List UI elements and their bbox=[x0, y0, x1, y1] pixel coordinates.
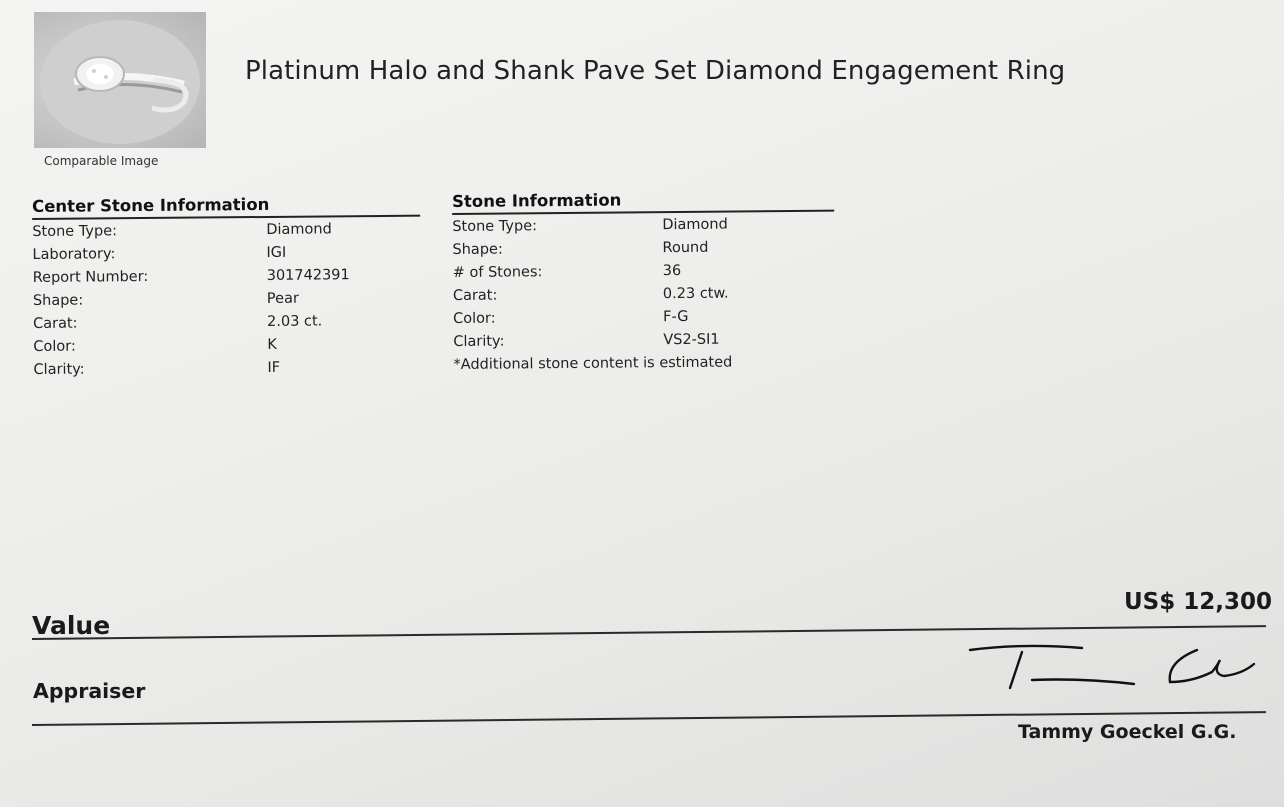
field-value: IF bbox=[267, 359, 281, 376]
field-value: Round bbox=[662, 239, 709, 257]
value-label: Value bbox=[32, 611, 111, 640]
field-label: Clarity: bbox=[33, 361, 85, 378]
stone-info-row bbox=[453, 331, 835, 357]
field-label: Report Number: bbox=[32, 268, 149, 286]
field-label: Color: bbox=[453, 310, 496, 327]
field-value: VS2-SI1 bbox=[663, 331, 720, 349]
stone-info-heading: Stone Information bbox=[452, 190, 622, 211]
field-label: Clarity: bbox=[453, 333, 505, 350]
center-stone-row bbox=[33, 359, 421, 385]
field-value: Diamond bbox=[266, 221, 332, 238]
field-label: Laboratory: bbox=[32, 246, 116, 263]
center-stone-row bbox=[32, 221, 420, 247]
stone-info-row bbox=[453, 308, 835, 334]
field-label: # of Stones: bbox=[452, 264, 543, 281]
stone-info-row bbox=[452, 239, 834, 265]
field-value: 301742391 bbox=[266, 267, 350, 284]
center-stone-section bbox=[32, 194, 422, 385]
field-value: IGI bbox=[266, 244, 287, 261]
center-stone-row bbox=[33, 313, 421, 339]
stone-info-section bbox=[452, 189, 836, 373]
field-value: Diamond bbox=[662, 216, 728, 234]
field-label: Color: bbox=[33, 338, 76, 355]
field-value: K bbox=[267, 336, 277, 353]
field-value: F-G bbox=[663, 308, 689, 326]
image-caption: Comparable Image bbox=[44, 154, 159, 168]
value-amount: US$ 12,300 bbox=[1124, 589, 1273, 615]
field-value: 36 bbox=[662, 263, 682, 280]
ring-comparable-image bbox=[34, 12, 206, 148]
center-stone-row bbox=[33, 290, 421, 316]
stone-info-row bbox=[453, 262, 835, 288]
appraiser-signature bbox=[962, 638, 1262, 700]
field-label: Stone Type: bbox=[452, 218, 538, 235]
field-value: 2.03 ct. bbox=[267, 313, 323, 330]
center-stone-row bbox=[32, 244, 420, 270]
field-value: Pear bbox=[266, 290, 299, 307]
stone-info-row bbox=[452, 216, 834, 242]
stone-info-row bbox=[453, 285, 835, 311]
center-stone-row bbox=[33, 267, 421, 293]
appraiser-label: Appraiser bbox=[33, 679, 146, 703]
field-label: Carat: bbox=[452, 287, 498, 304]
ring-icon bbox=[34, 12, 206, 148]
field-label: Shape: bbox=[452, 241, 503, 258]
field-label: Stone Type: bbox=[32, 223, 118, 240]
field-label: Carat: bbox=[33, 315, 78, 332]
center-stone-row bbox=[33, 336, 421, 362]
field-label: Shape: bbox=[32, 292, 84, 309]
page-title: Platinum Halo and Shank Pave Set Diamond Engagement Ring bbox=[245, 56, 1066, 86]
appraiser-name: Tammy Goeckel G.G. bbox=[1018, 721, 1237, 743]
estimate-note: *Additional stone content is estimated bbox=[453, 354, 733, 373]
field-value: 0.23 ctw. bbox=[662, 285, 729, 303]
center-stone-heading: Center Stone Information bbox=[32, 194, 270, 216]
